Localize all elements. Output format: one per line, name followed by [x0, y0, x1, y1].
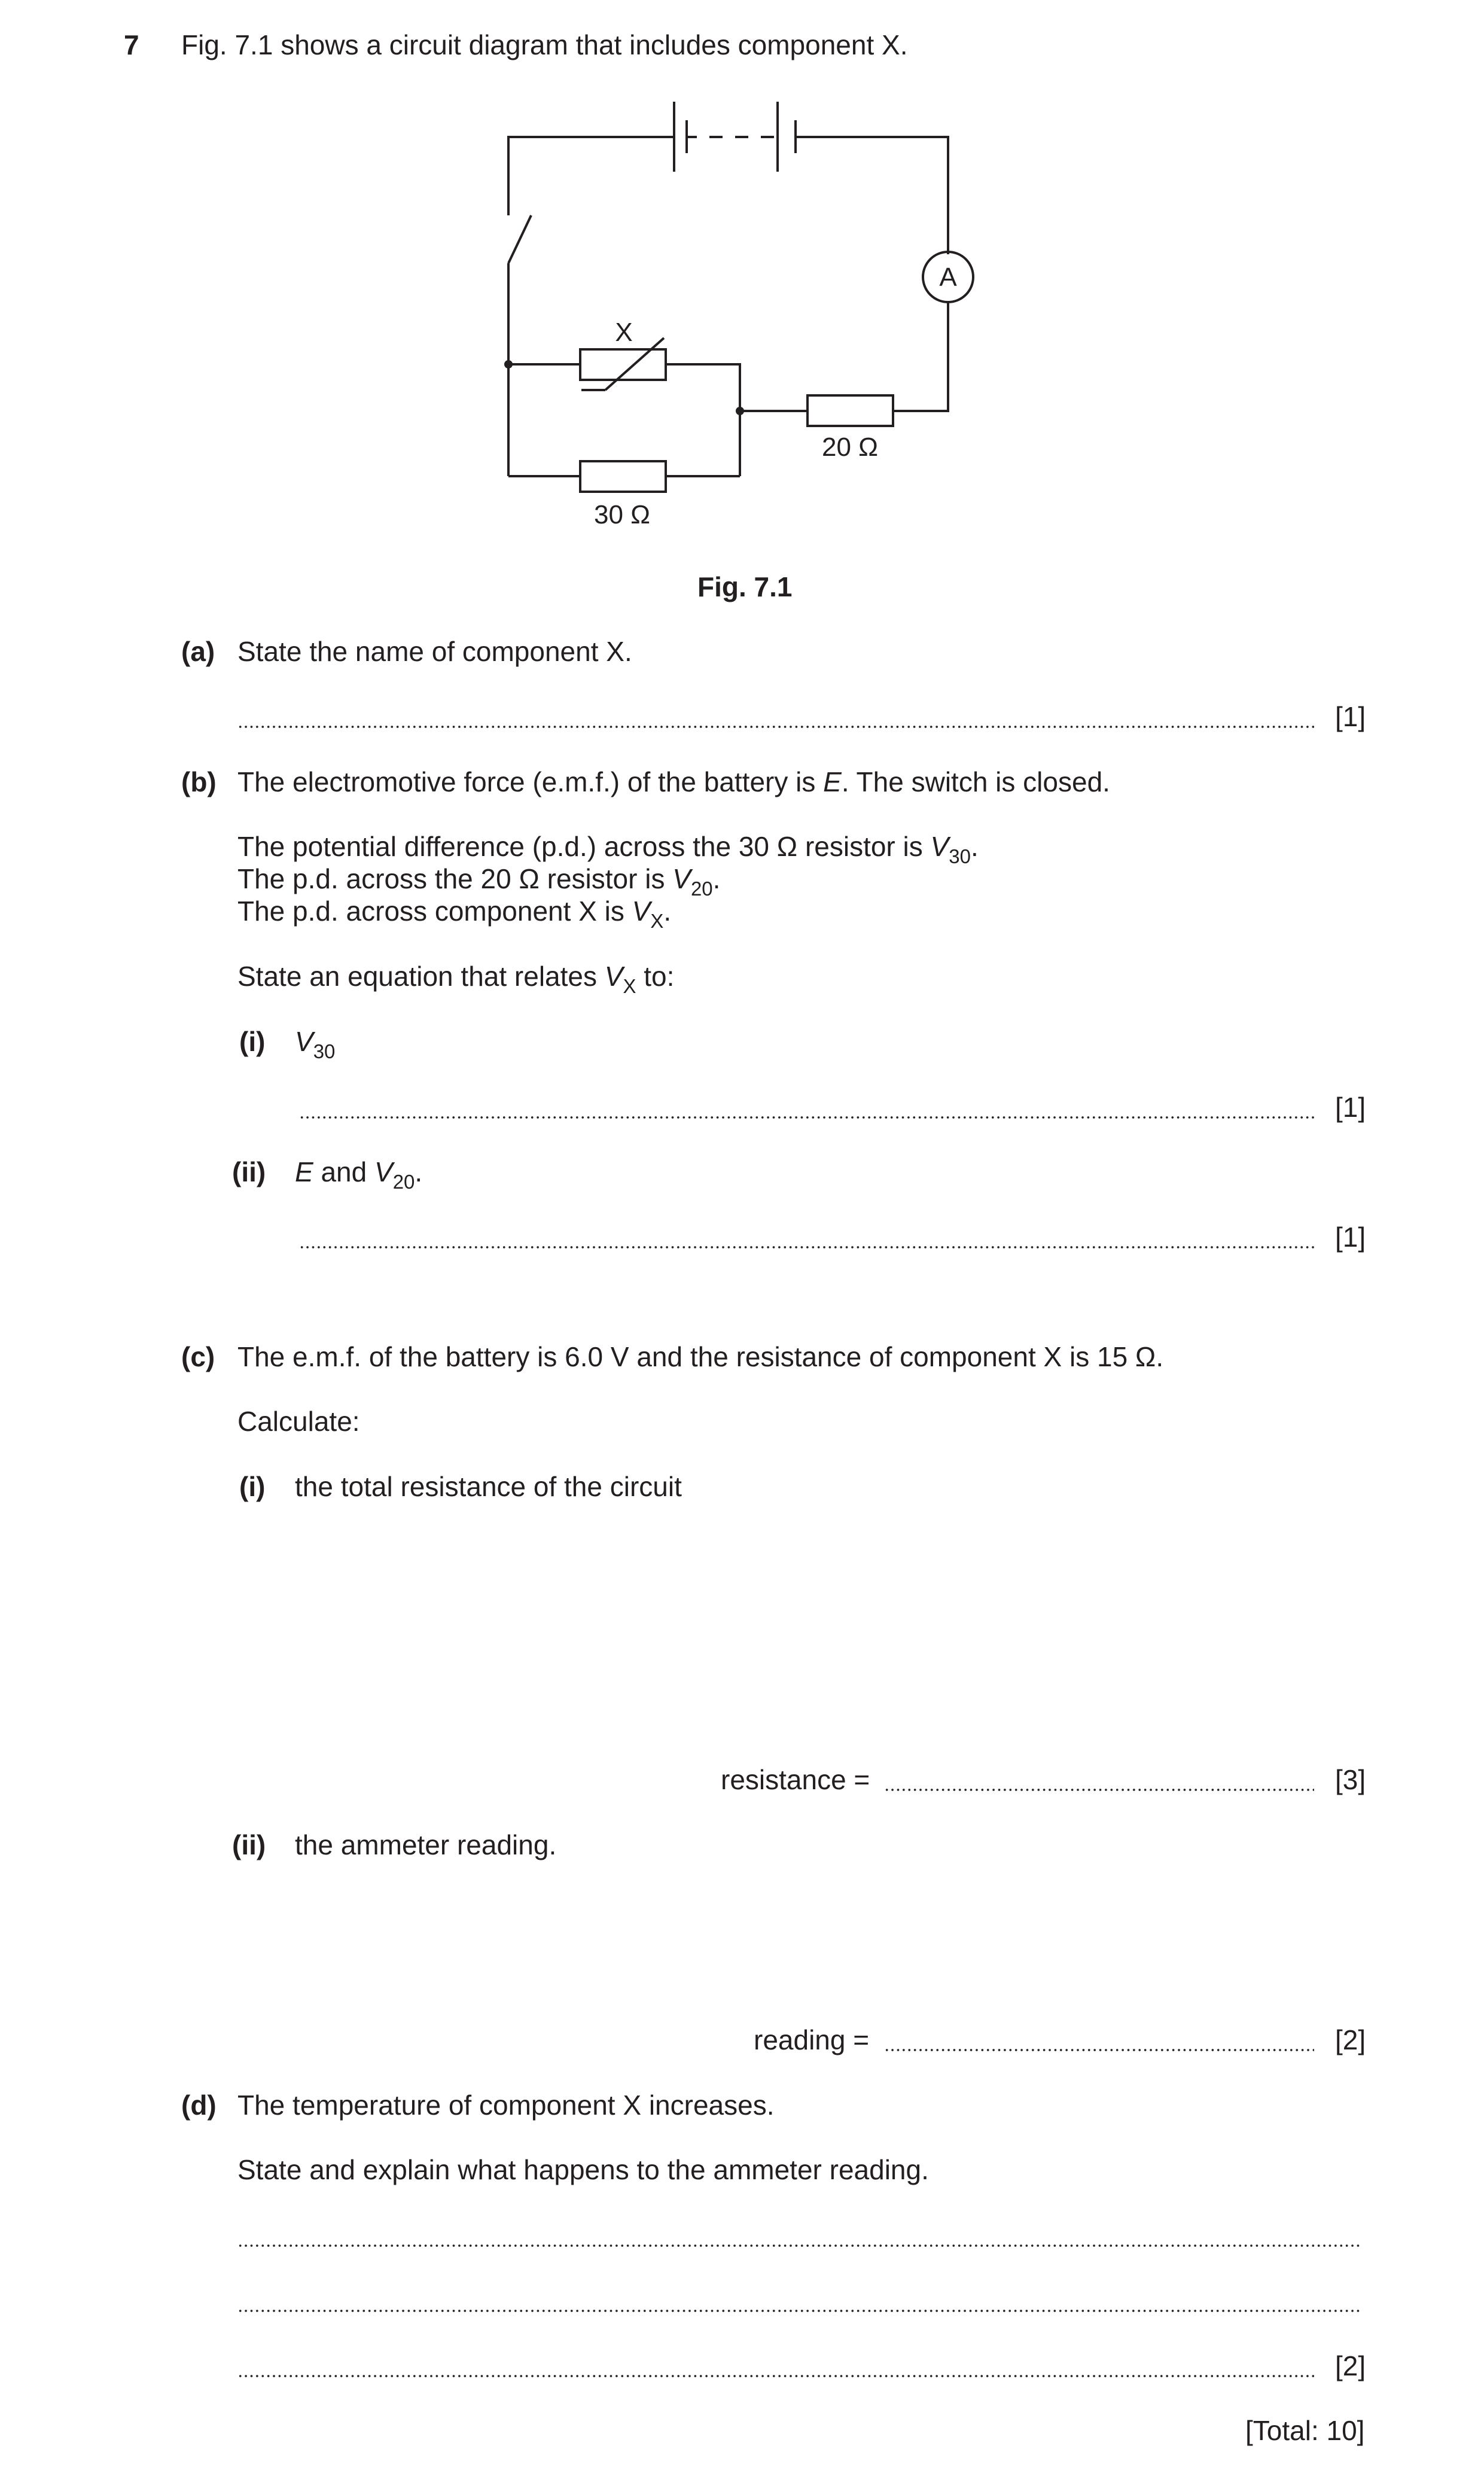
- part-c-i-marks: [3]: [1335, 1764, 1366, 1795]
- part-c-i-label: (i): [239, 1471, 266, 1502]
- circuit-diagram: [0, 0, 1484, 574]
- part-b-v20-statement: The p.d. across the 20 Ω resistor is $V_{20}$.: [237, 863, 721, 900]
- part-b-i-marks: [1]: [1335, 1092, 1366, 1123]
- part-d-prompt: State and explain what happens to the ammeter reading.: [237, 2154, 929, 2185]
- resistance-answer-label: resistance =: [721, 1764, 870, 1795]
- part-a-answer-line[interactable]: [237, 726, 1314, 728]
- part-c-i-text: the total resistance of the circuit: [295, 1471, 682, 1502]
- ammeter-label: A: [939, 263, 957, 292]
- junction-dot-left: [504, 360, 513, 368]
- part-b-v30-statement: The potential difference (p.d.) across the 30 Ω resistor is $V_{30}$.: [237, 831, 979, 867]
- thermistor-x-symbol: [580, 318, 666, 390]
- part-c-ii-marks: [2]: [1335, 2024, 1366, 2055]
- battery-symbol: [674, 102, 796, 172]
- part-b-i-label: (i): [239, 1026, 266, 1057]
- part-c-statement: The e.m.f. of the battery is 6.0 V and the resistance of component X is 15 Ω.: [237, 1341, 1164, 1372]
- part-a-label: (a): [181, 636, 215, 667]
- reading-answer-line[interactable]: [884, 2049, 1314, 2051]
- junction-dot-right: [736, 407, 744, 415]
- reading-answer-label: reading =: [754, 2024, 870, 2055]
- part-a-marks: [1]: [1335, 701, 1366, 732]
- part-b-i-answer-line[interactable]: [299, 1116, 1314, 1119]
- part-c-label: (c): [181, 1341, 215, 1372]
- ammeter-symbol: [923, 252, 973, 302]
- question-number: 7: [124, 29, 139, 60]
- component-x-label: X: [615, 318, 633, 347]
- part-d-answer-line-3[interactable]: [237, 2375, 1314, 2377]
- part-b-ii-marks: [1]: [1335, 1222, 1366, 1253]
- part-d-label: (d): [181, 2090, 217, 2121]
- part-c-ii-text: the ammeter reading.: [295, 1829, 557, 1860]
- resistor-20-label: 20 Ω: [821, 433, 879, 462]
- part-c-ii-label: (ii): [232, 1829, 266, 1860]
- part-b-i-text: $V_{30}$: [295, 1026, 336, 1062]
- resistor-30-label: 30 Ω: [593, 500, 651, 529]
- part-b-prompt: State an equation that relates $V_X$ to:: [237, 961, 675, 997]
- resistor-30-symbol: [580, 461, 666, 529]
- part-d-answer-line-1[interactable]: [237, 2244, 1362, 2247]
- part-b-intro: The electromotive force (e.m.f.) of the battery is E. The switch is closed.: [237, 766, 1110, 797]
- part-a-question: State the name of component X.: [237, 636, 632, 667]
- part-d-answer-line-2[interactable]: [237, 2310, 1362, 2312]
- resistance-answer-line[interactable]: [884, 1789, 1314, 1791]
- part-d-statement: The temperature of component X increases.: [237, 2090, 775, 2121]
- top-right-wire: [796, 137, 948, 254]
- part-b-label: (b): [181, 766, 217, 797]
- figure-caption: Fig. 7.1: [697, 571, 793, 602]
- part-b-ii-text: E and $V_{20}$.: [295, 1156, 423, 1193]
- part-d-marks: [2]: [1335, 2350, 1366, 2381]
- part-b-ii-answer-line[interactable]: [299, 1246, 1314, 1248]
- part-b-vx-statement: The p.d. across component X is $V_X$.: [237, 896, 672, 932]
- top-left-wire: [508, 137, 674, 215]
- part-c-calculate: Calculate:: [237, 1406, 360, 1437]
- resistor-20-symbol: [807, 395, 893, 462]
- switch-symbol: [508, 215, 531, 263]
- total-marks: [Total: 10]: [1245, 2415, 1365, 2446]
- question-intro: Fig. 7.1 shows a circuit diagram that includes component X.: [181, 29, 908, 60]
- part-b-ii-label: (ii): [232, 1156, 266, 1187]
